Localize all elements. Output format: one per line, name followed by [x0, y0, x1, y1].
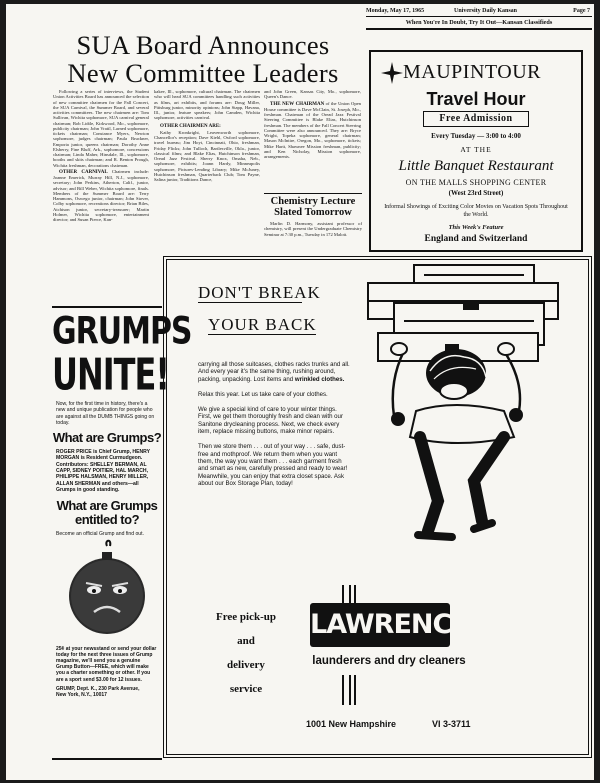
lawrence-pickup-3: delivery — [227, 659, 265, 671]
grumps-address-2: New York, N.Y., 10017 — [56, 691, 107, 698]
chem-headline-line1: Chemistry Lecture — [270, 196, 356, 207]
maupintour-street: (West 23rd Street) — [448, 189, 504, 197]
lawrence-p1a: carrying all those suitcases, clothes racks trunks and all. And every year it's the same thing, rushing around, packing, unpacking. Lost items and — [198, 361, 350, 383]
lawrence-ad — [163, 256, 592, 758]
maupintour-at: AT THE — [460, 145, 492, 154]
sua-col3b-text: of the Union Open House committee is Dave McClain, St. Joseph, Mo., freshman. Chairman of the Oread Jazz Festival Steering Committee is Blake Elias, Hutchinson freshman. The members of the Fall Concert Steering Committee were also announced. They are: Bryce Wright, Topeka sophomore, general chairman; Mason McIntire, Oregon, Mo., sophomore, tickets; Mike Hartt, Shawnee Mission freshman, publicity; and Ken Nicholay, Mission sophomore, arrangements. — [264, 100, 361, 160]
header-tagline: When You're In Doubt, Try It Out—Kansan Classifieds — [405, 19, 553, 26]
sua-headline-line1: SUA Board Announces — [76, 30, 330, 60]
grumps-offer: 25¢ at your newsstand or send your dollar today for the next three issues of Grump magazine, we'll send you a genuine Grump Button—FREE, which will make you a charter something or other. If you are a sport send $3.00 for 12 issues. — [56, 645, 157, 683]
grumps-q1: What are Grumps? — [52, 430, 162, 446]
chem-headline-line2: Slated Tomorrow — [274, 207, 352, 218]
chemistry-article — [264, 193, 362, 238]
grump-face-icon — [52, 538, 162, 642]
lawrence-p2: Relax this year. Let us take care of your clothes. — [198, 390, 328, 398]
grumps-address-1: GRUMP, Dept. K., 230 Park Avenue, — [56, 685, 140, 692]
grumps-body-1: ROGER PRICE is Chief Grump, HENRY MORGAN is Resident Curmudgeon. Contributors: SHELLEY BERMAN, AL CAPP, SIDNEY POITIER, HAL MARCH, PHILIPPE HALSMAN, HENRY MILLER, ALLAN SHERMAN and others—all Grumps in good standing. — [56, 449, 150, 493]
sua-col1-subhead: OTHER CARNIVAL — [59, 169, 108, 175]
lawrence-body — [198, 361, 350, 487]
chem-body: Marlin D. Harmony, assistant professor of chemistry, will present the Undergraduate Chemistry Seminar at 7:30 p.m., Tuesday in 172 Malott. — [264, 221, 362, 237]
lawrence-pickup-2: and — [237, 635, 255, 647]
maupintour-desc: Informal Showings of Exciting Color Movies on Vacation Spots Throughout the World. — [384, 204, 568, 218]
lawrence-headline-line2: YOUR BACK — [208, 315, 317, 334]
maupintour-restaurant: Little Banquet Restaurant — [398, 158, 554, 174]
lawrence-p1b: wrinkled clothes. — [294, 375, 345, 383]
lawrence-pickup — [186, 605, 306, 701]
sua-col1b-text: Chairmen include: Joanne Emerick, Murray Hill, N.J., sophomore, secretary; John Perkins, Atherton, Calif., junior, advisor; and Bill Weber, Wichita sophomore, finals. Members of the Summer Board are: Terry Hammons, Oswego junior, chairman; John Stover, Colby sophomore, recreations director; Brian Biles, Atchison junior, secretary-treasurer; Martin Holmer, Wichita sophomore, entertainment director; and Susan Pierce, Kan- — [53, 168, 149, 223]
grumps-q2-line1: What are Grumps — [56, 498, 158, 514]
header-paper: University Daily Kansan — [454, 8, 518, 14]
sua-headline-line2: New Committee Leaders — [67, 58, 339, 88]
maupintour-week-label: This Week's Feature — [448, 224, 504, 231]
suitcase-illustration — [354, 261, 584, 561]
maupintour-feature: England and Switzerland — [424, 234, 528, 244]
lawrence-address: 1001 New Hampshire — [306, 719, 397, 729]
lawrence-sub: launderers and dry cleaners — [312, 655, 466, 667]
lawrence-headline-line1: DON'T BREAK — [198, 283, 321, 302]
lawrence-brand: LAWRENCE — [310, 603, 450, 647]
lawrence-pickup-1: Free pick-up — [216, 611, 276, 623]
grumps-title-1: GRUMPS — [52, 309, 192, 354]
sua-col3-subhead: THE NEW CHAIRMAN — [270, 101, 325, 107]
sua-col3-text: and John Green, Kansas City, Mo., sophomore, Queen's Dance. — [264, 89, 361, 100]
header-page: Page 7 — [573, 8, 590, 14]
page-header — [366, 7, 592, 33]
header-date: Monday, May 17, 1965 — [366, 8, 425, 14]
sua-col1-text: Following a series of interviews, the Student Union Activities Board has announced the selection of new committee chairmen for the Fall Concert, the SUA Carnival, the Summer Board, and several activities committees. The new chairmen are: Tom Sullivan, Wichita sophomore, SUA carnival general chairman; Bob Lidtle, Kirkwood, Mo., sophomore, publicity chairman; John Vratil, Larned sophomore, tickets chairman; Constance Myers, Newton sophomore, judges chairman; Paula Bruckner, Emporia junior, queens chairman; Dorothy Anne Elsberry, Fine Bluff, Ark., sophomore, concessions chairman; Linda Maher, Hinsdale, Ill., sophomore, booths and skits chairman; and R. Benton Prough, Wichita freshman, decorations chairman. — [53, 89, 149, 168]
sua-col2-text: kakee, Ill., sophomore, cultural chairman. The chairmen who will head SUA committees handling such activities as films, art exhibits, and forums are: Doug Miller, Pittsburg junior, minority opinions; John Stapp, Havana, Ill., junior, feature speakers; John Camden, Wichita sophomore, activities carnival. — [154, 89, 260, 121]
maupintour-ad — [369, 50, 583, 252]
lawrence-phone: VI 3-3711 — [432, 719, 471, 729]
maupintour-admission: Free Admission — [423, 111, 529, 127]
sua-article — [44, 32, 362, 87]
newspaper-page — [6, 4, 594, 780]
sua-column-1 — [53, 89, 149, 307]
lawrence-p4: Then we store them . . . out of your way . . . safe, dust-free and mothproof. We return them when you want them, the way you want them . . . each garment fresh and smart as new, carefully pressed and ready to wear! Meanwhile, you can enjoy that extra closet space. Ask about our Box Storage Plan, today! — [198, 443, 348, 487]
grumps-title-2: UNITE! — [52, 348, 169, 401]
maupintour-when: Every Tuesday — 3:00 to 4:00 — [431, 132, 521, 140]
maupintour-place: ON THE MALLS SHOPPING CENTER — [405, 178, 547, 187]
grumps-ad — [52, 306, 192, 760]
maupintour-event: Travel Hour — [426, 89, 526, 109]
star-icon — [381, 62, 403, 84]
grumps-q2-line2: entitled to? — [74, 512, 140, 528]
lawrence-p3: We give a special kind of care to your winter things. First, we get them thoroughly fresh and clean with our Sanitone drycleaning process. Next, we check every item, replace missing buttons, make minor repairs. — [198, 406, 343, 436]
grumps-intro: Now, for the first time in history, there's a new and unique publication for people who are against all the DUMB THINGS going on today. — [56, 401, 155, 426]
lawrence-pickup-4: service — [229, 683, 263, 695]
grumps-body-2: Become an official Grump and find out. — [56, 531, 144, 538]
sua-column-3 — [264, 89, 361, 193]
sua-col2b-text: Kathy Kronkright, Leavenworth sophomore, Chancellor's reception; Dave Kiehl, Oxford sophomore, travel bureau; Jim Hoyt, Cincinnati, Ohio, freshman, Friday Flicks; John Tulloch, Bartlesville, Okla., junior, classical films; and Blake Elias, Hutchinson freshman, Oread Jazz Festival. Sherry Knox, Omaha, Neb., sophomore, exhibits; Joann Hardy, Minneapolis sophomore, Pictures-Lending Library; Mike McJuney, Hutchinson freshman, Quarterback Club; Tom Payne, Salina junior, Traditions Dance, — [154, 129, 260, 183]
sua-col2-subhead: OTHER CHAIRMEN ARE: — [160, 123, 221, 129]
grump-button-illustration — [52, 538, 162, 642]
maupintour-brand: MAUPINTOUR — [403, 61, 541, 83]
